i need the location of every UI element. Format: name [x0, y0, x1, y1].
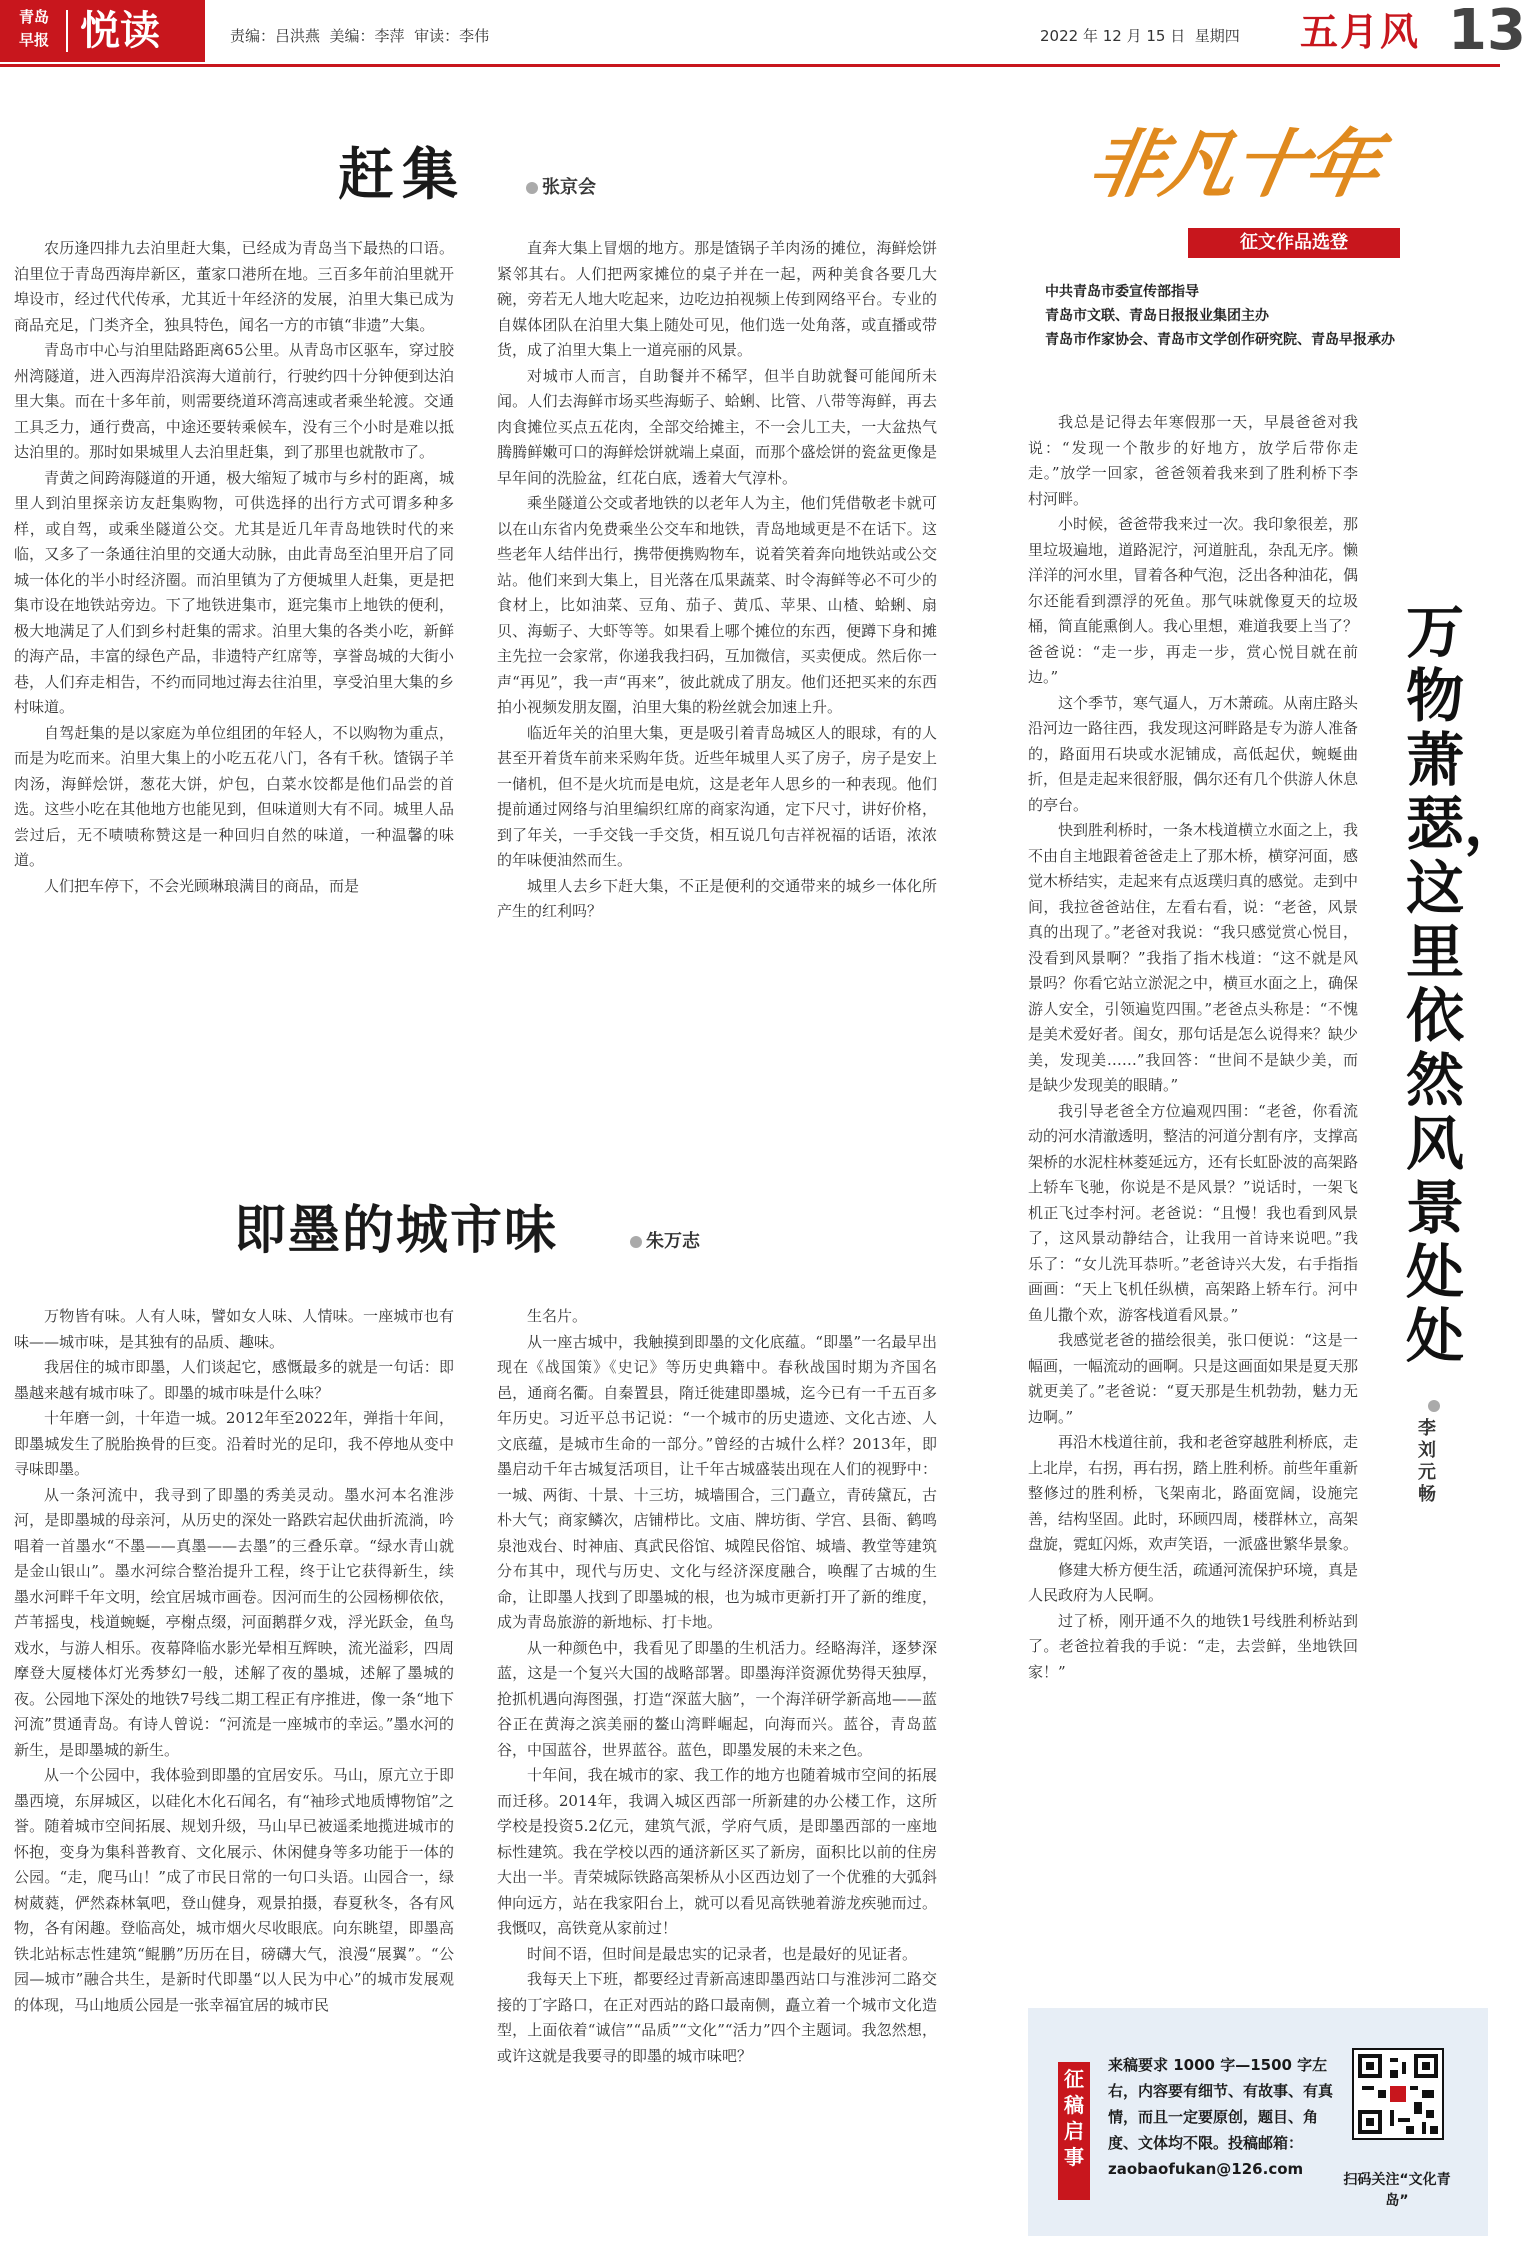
- paragraph: 我引导老爸全方位遍观四围：“老爸，你看流动的河水清澈透明，整洁的河道分割有序，支撑高架桥的水泥柱林菱延远方，还有长虹卧波的高架路上轿车飞驰，你说是不是风景？”说话时，一架飞机正飞过李村河。老爸说：“且慢！我也看到风景了，这风景动静结合，让我用一首诗来说吧。”我乐了：“女儿洗耳恭听。”老爸诗兴大发，右手指指画画：“天上飞机任纵横，高架路上轿车行。河中鱼儿撒个欢，游客栈道看风景。”: [1028, 1101, 1359, 1324]
- article-3-body: [1028, 410, 1358, 1996]
- paragraph: 我感觉老爸的描绘很美，张口便说：“这是一幅画，一幅流动的画啊。只是这画面如果是夏天那就更美了。”老爸说：“夏天那是生机勃勃，魅力无边啊。”: [1028, 1331, 1359, 1426]
- author-name-vertical: 李刘元畅: [1418, 1418, 1436, 1505]
- paragraph: 直奔大集上冒烟的地方。那是馇锅子羊肉汤的摊位，海鲜烩饼紧邻其右。人们把两家摊位的桌子并在一起，两种美食各要几大碗，旁若无人地大吃起来，边吃边拍视频上传到网络平台。专业的自媒体团队在泊里大集上随处可见，他们选一处角落，或直播或带货，成了泊里大集上一道亮丽的风景。: [497, 239, 937, 359]
- article-title-jimo: 即墨的城市味: [234, 1200, 559, 1261]
- logo-line-2: 早报: [18, 31, 49, 49]
- paragraph: 修建大桥方便生活，疏通河流保护环境，真是人民政府为人民啊。: [1028, 1560, 1359, 1604]
- issue-date: 2022 年 12 月 15 日 星期四: [1040, 27, 1240, 45]
- article-1-column-1: [14, 236, 454, 1088]
- paragraph: 临近年关的泊里大集，更是吸引着青岛城区人的眼球，有的人甚至开着货车前来采购年货。近些年城里人买了房子，房子是安上一储机，但不是火坑而是电炕，这是老年人思乡的一种表现。他们提前通过网络与泊里编织红席的商家沟通，定下尺寸，讲好价格，到了年关，一手交钱一手交货，相互说几句吉祥祝福的话语，浓浓的年味便油然而生。: [497, 723, 937, 869]
- author-name: 张京会: [542, 177, 596, 198]
- paragraph: 十年磨一剑，十年造一城。2012年至2022年，弹指十年间，即墨城发生了脱胎换骨的巨变。沿着时光的足印，我不停地从变中寻味即墨。: [14, 1409, 454, 1478]
- qr-caption: 扫码关注“文化青岛”: [1343, 2172, 1451, 2209]
- paragraph: 我总是记得去年寒假那一天，早晨爸爸对我说：“发现一个散步的好地方，放学后带你走走。”放学一回家，爸爸领着我来到了胜利桥下李村河畔。: [1028, 413, 1358, 508]
- newspaper-logo: [6, 6, 62, 56]
- logo-line-1: 青岛: [18, 8, 49, 26]
- paragraph: 从一个公园中，我体验到即墨的宜居安乐。马山，原亢立于即墨西境，东屏城区，以硅化木化石闻名，有“袖珍式地质博物馆”之誉。随着城市空间拓展、规划升级，马山早已被遥柔地揽进城市的怀抱，变身为集科普教育、文化展示、休闲健身等多功能于一体的公园。“走，爬马山！”成了市民日常的一句口头语。山园合一，绿树葳蕤，俨然森林氧吧，登山健身，观景拍摄，春夏秋冬，各有风物，各有闲趣。登临高处，城市烟火尽收眼底。向东眺望，即墨高铁北站标志性建筑“鲲鹏”历历在目，磅礴大气，浪漫“展翼”。“公园—城市”融合共生，是新时代即墨“以人民为中心”的城市发展观的体现，马山地质公园是一张幸福宜居的城市民: [14, 1766, 454, 2014]
- paragraph: 小时候，爸爸带我来过一次。我印象很差，那里垃圾遍地，道路泥泞，河道脏乱，杂乱无序。懒洋洋的河水里，冒着各种气泡，泛出各种油花，偶尔还能看到漂浮的死鱼。那气味就像夏天的垃圾桶，简直能熏倒人。我心里想，难道我要上当了？爸爸说：“走一步，再走一步，赏心悦目就在前边。”: [1028, 515, 1359, 686]
- paragraph: 万物皆有味。人有人味，譬如女人味、人情味。一座城市也有味——城市味，是其独有的品质、趣味。: [14, 1307, 454, 1351]
- paragraph: 对城市人而言，自助餐并不稀罕，但半自助就餐可能闻所未闻。人们去海鲜市场买些海蛎子、蛤蜊、比管、八带等海鲜，再去肉食摊位买点五花肉，全部交给摊主，不一会儿工夫，一大盆热气腾腾鲜嫩可口的海鲜烩饼就端上桌面，而那个盛烩饼的瓷盆更像是早年间的洗脸盆，红花白底，透着大气淳朴。: [497, 366, 937, 487]
- header-rule: [0, 64, 1500, 67]
- paragraph: 农历逢四排九去泊里赶大集，已经成为青岛当下最热的口语。泊里位于青岛西海岸新区，董家口港所在地。三百多年前泊里就开埠设市，经过代代传承，尤其近十年经济的发展，泊里大集已成为商品充足，门类齐全，独具特色，闻名一方的市镇“非遗”大集。: [14, 239, 454, 334]
- paragraph: 再沿木栈道往前，我和老爸穿越胜利桥底，走上北岸，右拐，再右拐，踏上胜利桥。前些年重新整修过的胜利桥，飞架南北，路面宽阔，设施完善，结构坚固。此时，环顾四周，楼群林立，高架盘旋，霓虹闪烁，欢声笑语，一派盛世繁华景象。: [1028, 1433, 1359, 1553]
- paragraph: 生名片。: [527, 1307, 588, 1325]
- section-name: 悦读: [80, 7, 160, 54]
- paragraph: 时间不语，但时间是最忠实的记录者，也是最好的见证者。: [527, 1944, 918, 1963]
- logo-divider: [66, 10, 68, 52]
- paragraph: 这个季节，寒气逼人，万木萧疏。从南庄路头沿河边一路往西，我发现这河畔路是专为游人准备的，路面用石块或水泥铺成，高低起伏，蜿蜒曲折，但是走起来很舒服，偶尔还有几个供游人休息的亭台。: [1028, 693, 1359, 814]
- paragraph: 我每天上下班，都要经过青新高速即墨西站口与淮涉河二路交接的丁字路口，在正对西站的路口最南侧，矗立着一个城市文化造型，上面依着“诚信”“品质”“文化”“活力”四个主题词。我忽然想，或许这就是我要寻的即墨的城市味吧？: [497, 1970, 937, 2065]
- paragraph: 乘坐隧道公交或者地铁的以老年人为主，他们凭借敬老卡就可以在山东省内免费乘坐公交车和地铁，青岛地域更是不在话下。这些老年人结伴出行，携带便携购物车，说着笑着奔向地铁站或公交站。他们来到大集上，目光落在瓜果蔬菜、时令海鲜等必不可少的食材上，比如油菜、豆角、茄子、黄瓜、苹果、山楂、蛤蜊、扇贝、海蛎子、大虾等等。如果看上哪个摊位的东西，便蹲下身和摊主先拉一会家常，你递我我扫码，互加微信，买卖便成。然后你一声“再见”，我一声“再来”，彼此就成了朋友。他们还把买来的东西拍小视频发朋友圈，泊里大集的粉丝就会加速上升。: [497, 494, 937, 716]
- article-1-column-2: [497, 236, 937, 1088]
- byline-bullet-icon: [1428, 1400, 1440, 1412]
- article-2-column-1: [14, 1304, 454, 2234]
- qr-code-icon[interactable]: [1352, 2048, 1444, 2140]
- page-number: 13: [1448, 0, 1526, 63]
- paragraph: 过了桥，刚开通不久的地铁1号线胜利桥站到了。老爸拉着我的手说：“走，去尝鲜，坐地铁回家！”: [1028, 1611, 1358, 1681]
- byline-bullet-icon: [630, 1236, 642, 1248]
- submission-notice-text: 来稿要求 1000 字—1500 字左右，内容要有细节、有故事、有真情，而且一定要原创，题目、角度、文体均不限。投稿邮箱：zaobaofukan@126.com: [1108, 2056, 1334, 2178]
- campaign-tag: 征文作品选登: [1188, 228, 1400, 258]
- paragraph: 从一座古城中，我触摸到即墨的文化底蕴。“即墨”一名最早出现在《战国策》《史记》等历史典籍中。春秋战国时期为齐国名邑，通商名衢。自秦置县，隋迁徙建即墨城，迄今已有一千五百多年历史。习近平总书记说：“一个城市的历史遗迹、文化古迹、人文底蕴，是城市生命的一部分。”曾经的古城什么样？2013年，即墨启动千年古城复活项目，让千年古城盛装出现在人们的视野中：一城、两街、十景、十三坊，城墙围合，三门矗立，青砖黛瓦，古朴大气；商家鳞次，店铺栉比。文庙、牌坊街、学宫、县衙、鹤鸣泉池戏台、时神庙、真武民俗馆、城隍民俗馆、城墙、教堂等建筑分布其中，现代与历史、文化与经济深度融合，唤醒了古城的生命，让即墨人找到了即墨城的根，也为城市更新打开了新的维度，成为青岛旅游的新地标、打卡地。: [497, 1332, 937, 1631]
- campaign-organizers: [1045, 280, 1395, 352]
- paragraph: 从一种颜色中，我看见了即墨的生机活力。经略海洋，逐梦深蓝，这是一个复兴大国的战略部署。即墨海洋资源优势得天独厚，抢抓机遇向海图强，打造“深蓝大脑”，一个海洋研学新高地——蓝谷正在黄海之滨美丽的鳌山湾畔崛起，向海而兴。蓝谷，青岛蓝谷，中国蓝谷，世界蓝谷。蓝色，即墨发展的未来之色。: [497, 1638, 937, 1759]
- paragraph: 我居住的城市即墨，人们谈起它，感慨最多的就是一句话：即墨越来越有城市味了。即墨的城市味是什么味？: [14, 1358, 454, 1402]
- qr-code-graphic: [1354, 2050, 1442, 2138]
- paragraph: 快到胜利桥时，一条木栈道横立水面之上，我不由自主地跟着爸爸走上了那木桥，横穿河面，感觉木桥结实，走起来有点返璞归真的感觉。走到中间，我拉爸爸站住，左看右看，说：“老爸，风景真的出现了。”老爸对我说：“我只感觉赏心悦目，没看到风景啊？”我指了指木栈道：“这不就是风景吗？你看它站立淤泥之中，横亘水面之上，确保游人安全，引领遍览四围。”老爸点头称是：“不愧是美术爱好者。闺女，那句话是怎么说得来？缺少美，发现美……”我回答：“世间不是缺少美，而是缺少发现美的眼睛。”: [1028, 821, 1359, 1094]
- paragraph: 青黄之间跨海隧道的开通，极大缩短了城市与乡村的距离，城里人到泊里探亲访友赶集购物，可供选择的出行方式可谓多种多样，或自驾，或乘坐隧道公交。尤其是近几年青岛地铁时代的来临，又多了一条通往泊里的交通大动脉，由此青岛至泊里开启了同城一体化的半小时经济圈。而泊里镇为了方便城里人赶集，更是把集市设在地铁站旁边。下了地铁进集市，逛完集市上地铁的便利，极大地满足了人们到乡村赶集的需求。泊里大集的各类小吃，新鲜的海产品，丰富的绿色产品，非遗特产红席等，享誉岛城的大街小巷，人们弃走相告，不约而同地过海去往泊里，享受泊里大集的乡村味道。: [14, 468, 454, 716]
- article-title-gan-ji: 赶集: [338, 142, 466, 208]
- paragraph: 十年间，我在城市的家、我工作的地方也随着城市空间的拓展而迁移。2014年，我调入城区西部一所新建的办公楼工作，这所学校是投资5.2亿元，建筑气派，学府气质，是即墨西部的一座地标性建筑。我在学校以西的通济新区买了新房，面积比以前的住房大出一半。青荣城际铁路高架桥从小区西边划了一个优雅的大弧斜伸向远方，站在我家阳台上，就可以看见高铁驰着游龙疾驰而过。我慨叹，高铁竟从家前过！: [497, 1766, 937, 1937]
- organizer-line: 中共青岛市委宣传部指导: [1045, 284, 1199, 300]
- article-byline-gan-ji: [526, 176, 596, 200]
- article-2-column-2: [497, 1304, 937, 2234]
- byline-bullet-icon: [526, 182, 538, 194]
- paragraph: 从一条河流中，我寻到了即墨的秀美灵动。墨水河本名淮涉河，是即墨城的母亲河，从历史的深处一路跌宕起伏曲折流淌，吟唱着一首墨水“不墨——真墨——去墨”的三叠乐章。“绿水青山就是金山银山”。墨水河综合整治提升工程，终于让它获得新生，续墨水河畔千年文明，绘宜居城市画卷。因河而生的公园杨柳依依，芦苇摇曳，栈道蜿蜒，亭榭点缀，河面鹅群夕戏，浮光跃金，鱼鸟戏水，与游人相乐。夜幕降临水影光晕相互辉映，流光溢彩，四周摩登大厦楼体灯光秀梦幻一般，述解了夜的墨城，述解了墨城的夜。公园地下深处的地铁7号线二期工程正有序推进，像一条“地下河流”贯通青岛。有诗人曾说：“河流是一座城市的幸运。”墨水河的新生，是即墨城的新生。: [14, 1485, 454, 1759]
- organizer-line: 青岛市作家协会、青岛市文学创作研究院、青岛早报承办: [1045, 332, 1395, 348]
- supplement-name: 五月风: [1300, 10, 1421, 54]
- paragraph: 人们把车停下，不会光顾琳琅满目的商品，而是: [44, 876, 360, 895]
- submission-notice-tag: 征稿启事: [1058, 2062, 1090, 2200]
- paragraph: 城里人去乡下赶大集，不正是便利的交通带来的城乡一体化所产生的红利吗？: [497, 876, 937, 920]
- editor-credits: 责编：吕洪燕 美编：李萍 审读：李伟: [230, 27, 490, 45]
- paragraph: 青岛市中心与泊里陆路距离65公里。从青岛市区驱车，穿过胶州湾隧道，进入西海岸沿滨海大道前行，行驶约四十分钟便到达泊里大集。而在十多年前，则需要绕道环湾高速或者乘坐轮渡。交通工具乏力，通行费高，中途还要转乘候车，没有三个小时是难以抵达泊里的。那时如果城里人去泊里赶集，到了那里也就散市了。: [14, 341, 454, 461]
- paragraph: 自驾赶集的是以家庭为单位组团的年轻人，不以购物为重点，而是为吃而来。泊里大集上的小吃五花八门，各有千秋。馇锅子羊肉汤，海鲜烩饼，葱花大饼，炉包，白菜水饺都是他们品尝的首选。这些小吃在其他地方也能见到，但味道则大有不同。城里人品尝过后，无不啧啧称赞这是一种回归自然的味道，一种温馨的味道。: [14, 723, 454, 869]
- author-name: 朱万志: [646, 1231, 700, 1252]
- organizer-line: 青岛市文联、青岛日报报业集团主办: [1045, 308, 1269, 324]
- campaign-brush-title: 非凡十年: [1082, 122, 1386, 208]
- article-title-vertical: 万物萧瑟，这里依然风景处处: [1406, 598, 1523, 1370]
- article-byline-jimo: [630, 1230, 700, 1254]
